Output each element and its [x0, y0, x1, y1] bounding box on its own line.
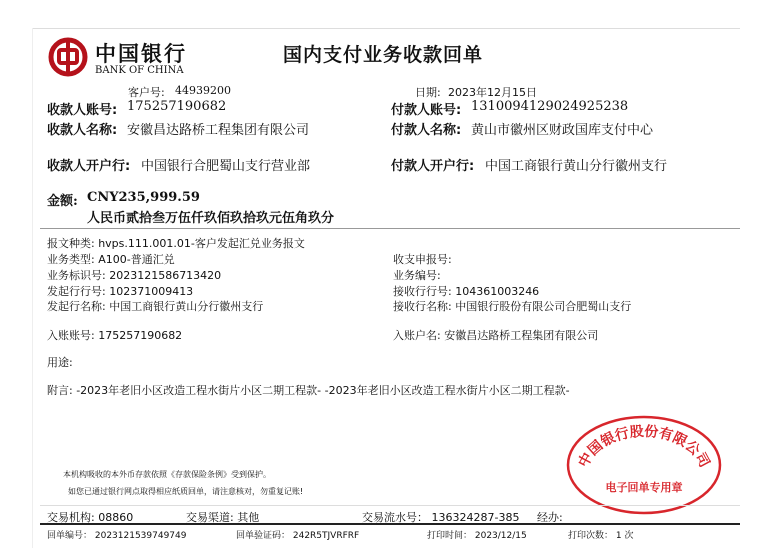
footer-serial: 交易流水号： 136324287-385 [362, 511, 520, 524]
amount-label: 金额: [47, 194, 78, 209]
amount-divider [40, 228, 740, 229]
footer-org: 交易机构: 08860 [47, 511, 134, 524]
in-account: 入账账号: 175257190682 [47, 329, 183, 342]
notice-line-2: 如您已通过银行网点取得相应纸质回单，请注意核对，勿重复记账! [68, 487, 304, 496]
payee-account: 175257190682 [127, 99, 227, 114]
msg-type: 报文种类: hvps.111.001.01-客户发起汇兑业务报文 [47, 237, 305, 250]
payee-account-label: 收款人账号: [47, 103, 118, 118]
notice-line-1: 本机构吸收的本外币存款依照《存款保险条例》受到保护。 [63, 470, 271, 479]
footer-divider-bottom [40, 523, 740, 525]
footer-channel: 交易渠道: 其他 [186, 511, 260, 524]
bank-of-china-logo-icon [48, 37, 88, 77]
print-count: 打印次数： 1 次 [568, 531, 634, 541]
payer-account: 1310094129024925238 [471, 99, 629, 114]
send-bank-no: 发起行行号: 102371009413 [47, 285, 194, 298]
customer-no-label: 客户号: [128, 86, 165, 99]
left-border [32, 28, 33, 548]
payer-account-label: 付款人账号: [391, 103, 462, 118]
svg-text:中国银行股份有限公司 [575, 423, 713, 470]
customer-no-value: 44939200 [175, 84, 231, 97]
biz-id: 业务标识号: 2023121586713420 [47, 269, 222, 282]
footer-divider-top [40, 505, 740, 506]
payer-name: 黄山市徽州区财政国库支付中心 [471, 123, 654, 138]
payee-name: 安徽昌达路桥工程集团有限公司 [127, 123, 310, 138]
payer-bank: 中国工商银行黄山分行徽州支行 [485, 159, 668, 174]
print-time: 打印时间： 2023/12/15 [427, 531, 527, 541]
postscript: 附言: -2023年老旧小区改造工程水街片小区二期工程款- -2023年老旧小区改造工程水街片小区二期工程款- [47, 384, 570, 397]
stamp-ring-text: 中国银行股份有限公司 [575, 423, 713, 471]
recv-bank-no: 接收行行号: 104361003246 [393, 285, 540, 298]
verify-code: 回单验证码： 242R5TJVRFRF [236, 531, 360, 541]
stamp-center-text: 电子回单专用章 [605, 481, 683, 494]
payee-name-label: 收款人名称: [47, 123, 118, 138]
payee-bank: 中国银行合肥蜀山支行营业部 [141, 159, 311, 174]
payer-bank-label: 付款人开户行: [391, 159, 475, 174]
in-name: 入账户名: 安徽昌达路桥工程集团有限公司 [393, 329, 599, 342]
bank-name-en: BANK OF CHINA [95, 65, 184, 76]
date-value: 2023年12月15日 [448, 86, 537, 99]
purpose: 用途: [47, 356, 73, 369]
recv-ref: 收支申报号: [393, 253, 452, 266]
bank-name-cn: 中国银行 [95, 41, 187, 66]
amount-words: 人民币贰拾叁万伍仟玖佰玖拾玖元伍角玖分 [87, 211, 335, 226]
payer-name-label: 付款人名称: [391, 123, 462, 138]
date-label: 日期: [415, 86, 441, 99]
biz-type: 业务类型: A100-普通汇兑 [47, 253, 175, 266]
biz-no: 业务编号: [393, 269, 441, 282]
amount-value: CNY235,999.59 [87, 190, 200, 205]
payee-bank-label: 收款人开户行: [47, 159, 131, 174]
page-title: 国内支付业务收款回单 [283, 44, 484, 66]
official-seal-stamp [564, 414, 724, 516]
recv-bank-name: 接收行名称: 中国银行股份有限公司合肥蜀山支行 [393, 300, 632, 313]
send-bank-name: 发起行名称: 中国工商银行黄山分行徽州支行 [47, 300, 264, 313]
footer-handler: 经办: [537, 511, 563, 524]
top-border [32, 28, 740, 29]
receipt-no: 回单编号： 2023121539749749 [47, 531, 187, 541]
